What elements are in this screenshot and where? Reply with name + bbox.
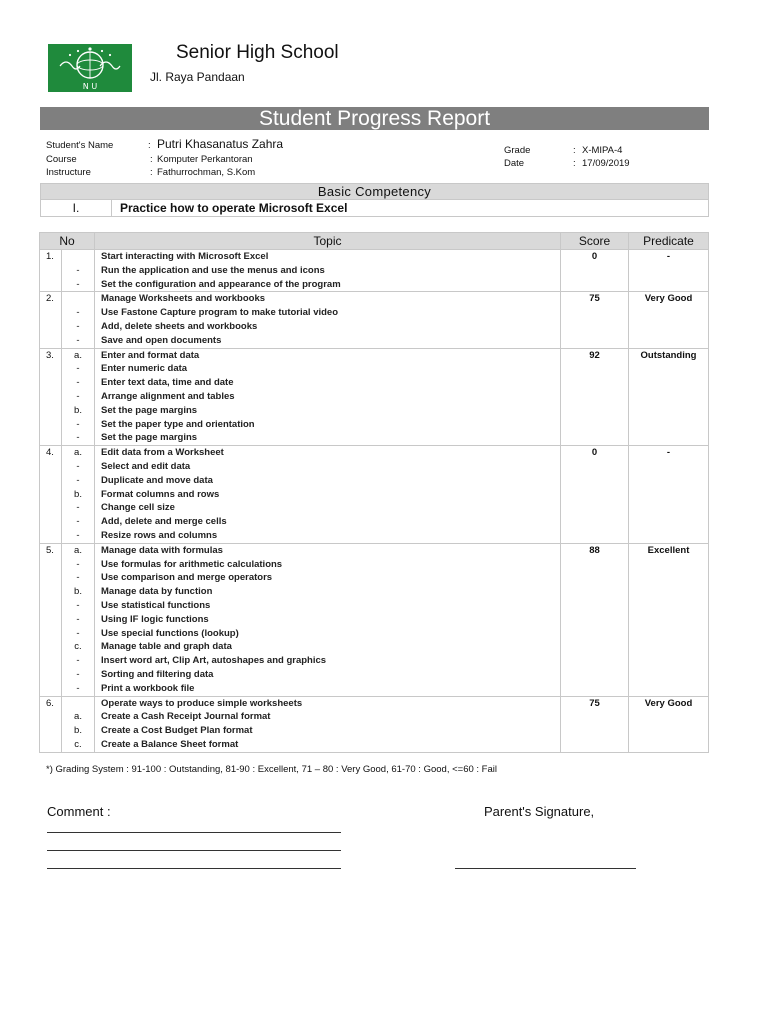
sub-marker: b. [74,725,82,737]
sub-marker-cell [62,696,95,752]
competency-text: Practice how to operate Microsoft Excel [120,201,348,215]
topic-text: Set the page margins [101,432,198,444]
topic-text: Use statistical functions [101,599,211,611]
course-value: Komputer Perkantoran [157,154,253,165]
grading-footnote: *) Grading System : 91-100 : Outstanding, 81-90 : Excellent, 71 – 80 : Very Good, 61-70 : Good, <=60 : Fail [46,764,497,775]
sub-marker: - [76,627,80,639]
topic-text: Manage Worksheets and workbooks [101,293,266,305]
topic-text: Create a Balance Sheet format [101,738,239,750]
date-value: 17/09/2019 [582,158,630,169]
topic-group [40,292,709,348]
separator: : [573,158,576,169]
sub-marker: b. [74,488,82,500]
topic-text: Edit data from a Worksheet [101,447,224,459]
school-logo [48,44,132,92]
topic-cell [95,696,561,752]
topic-cell [95,348,561,446]
sub-marker: - [76,432,80,444]
sub-marker: - [76,516,80,528]
sub-marker: - [76,264,80,276]
signature-line [455,868,636,869]
sub-marker-cell [62,446,95,544]
topic-text: Use formulas for arithmetic calculations [101,558,283,570]
group-number-cell [40,543,62,696]
score-cell [561,543,629,696]
sub-marker: - [76,613,80,625]
score-cell [561,250,629,292]
topic-group [40,446,709,544]
sub-marker: - [76,363,80,375]
competency-number: I. [41,200,112,216]
sub-marker [62,292,94,306]
predicate-cell [629,250,709,292]
topic-cell [95,543,561,696]
separator: : [150,167,153,178]
predicate-cell [629,446,709,544]
group-number: 3. [46,349,54,361]
topic-text: Insert word art, Clip Art, autoshapes and graphics [101,655,327,667]
group-number: 5. [46,544,54,556]
predicate-cell [629,348,709,446]
topic-text: Format columns and rows [101,488,220,500]
comment-label: Comment : [47,804,111,819]
topic-text: Create a Cash Receipt Journal format [101,711,271,723]
crest-icon [48,44,132,92]
predicate-value: Outstanding [640,349,697,361]
topic-text: Enter text data, time and date [101,377,234,389]
separator: : [148,140,151,151]
group-number-cell [40,348,62,446]
separator: : [150,154,153,165]
topic-text: Set the paper type and orientation [101,418,255,430]
table-row [40,696,709,752]
student-name-value: Putri Khasanatus Zahra [157,137,284,151]
header-predicate: Predicate [629,233,709,250]
score-cell [561,348,629,446]
sub-marker-cell [62,250,95,292]
student-info-left [46,137,486,183]
topic-text: Select and edit data [101,460,191,472]
sub-marker [62,697,94,711]
course-label: Course [46,154,77,165]
sub-marker-cell [62,292,95,348]
group-number-cell [40,696,62,752]
topic-text: Print a workbook file [101,682,195,694]
topic-text: Arrange alignment and tables [101,390,235,402]
predicate-value: - [666,251,671,262]
sub-marker: b. [74,404,82,416]
topic-cell [95,292,561,348]
group-number: 4. [46,447,54,459]
predicate-cell [629,543,709,696]
score-value: 0 [591,447,598,459]
header-no: No [40,233,95,250]
score-cell [561,292,629,348]
topic-text: Duplicate and move data [101,474,213,486]
sub-marker: c. [74,738,82,750]
header-score: Score [561,233,629,250]
topic-text: Add, delete sheets and workbooks [101,320,258,332]
topic-group [40,250,709,292]
topic-group [40,348,709,446]
topic-group [40,696,709,752]
topic-text: Set the configuration and appearance of the program [101,278,341,290]
topic-text: Run the application and use the menus and icons [101,264,325,276]
date-label: Date [504,158,525,169]
predicate-value: Very Good [644,293,693,305]
school-address: Jl. Raya Pandaan [150,70,245,84]
topic-text: Manage data by function [101,586,213,598]
score-value: 75 [589,293,600,305]
comment-line [47,868,341,869]
group-number: 1. [46,251,54,262]
sub-marker: a. [74,349,82,361]
sub-marker: - [76,418,80,430]
topic-text: Sorting and filtering data [101,668,214,680]
sub-marker: - [76,460,80,472]
instructure-value: Fathurrochman, S.Kom [157,167,256,178]
comment-line [47,850,341,851]
group-number: 6. [46,697,54,709]
topic-text: Add, delete and merge cells [101,516,227,528]
comment-line [47,832,341,833]
sub-marker: - [76,474,80,486]
topic-text: Create a Cost Budget Plan format [101,725,253,737]
predicate-cell [629,292,709,348]
sub-marker: - [76,377,80,389]
student-info-right [504,145,704,175]
group-number-cell [40,446,62,544]
sub-marker: - [76,502,80,514]
sub-marker: - [76,278,80,290]
sub-marker: - [76,529,80,541]
topic-text: Resize rows and columns [101,529,218,541]
sub-marker: - [76,558,80,570]
table-row [40,543,709,696]
group-number: 2. [46,293,54,305]
student-name-label: Student's Name [46,140,114,151]
group-number-cell [40,250,62,292]
score-value: 92 [589,349,600,361]
table-row [40,446,709,544]
score-value: 88 [589,544,600,556]
signature-label: Parent's Signature, [484,804,595,819]
topic-text: Enter and format data [101,349,200,361]
sub-marker-cell [62,543,95,696]
sub-marker: b. [74,586,82,598]
table-row [40,250,709,292]
topic-text: Change cell size [101,502,175,514]
topic-text: Save and open documents [101,334,222,346]
sub-marker: - [76,668,80,680]
grade-label: Grade [504,145,531,156]
predicate-value: Excellent [647,544,690,556]
competency-row [40,199,709,217]
topic-text: Operate ways to produce simple worksheets [101,697,303,709]
sub-marker-cell [62,348,95,446]
grade-value: X-MIPA-4 [582,145,623,156]
sub-marker: - [76,599,80,611]
sub-marker: a. [74,447,82,459]
topic-text: Manage data with formulas [101,544,223,556]
topic-cell [95,250,561,292]
sub-marker: - [76,320,80,332]
sub-marker: - [76,307,80,319]
instructure-label: Instructure [46,167,91,178]
table-header-row [40,233,709,250]
topic-table [39,232,709,753]
report-title: Student Progress Report [40,107,709,130]
topic-text: Using IF logic functions [101,613,209,625]
sub-marker: - [76,390,80,402]
logo-letters: N U [82,82,98,91]
topic-text: Set the page margins [101,404,198,416]
topic-cell [95,446,561,544]
topic-text: Use comparison and merge operators [101,572,273,584]
sub-marker: a. [74,711,82,723]
school-name: Senior High School [176,42,339,63]
separator: : [573,145,576,156]
sub-marker: - [76,682,80,694]
score-cell [561,696,629,752]
competency-header: Basic Competency [40,183,709,200]
score-cell [561,446,629,544]
group-number-cell [40,292,62,348]
sub-marker: a. [74,544,82,556]
sub-marker: - [76,572,80,584]
sub-marker: c. [74,641,82,653]
sub-marker: - [76,655,80,667]
predicate-cell [629,696,709,752]
topic-text: Start interacting with Microsoft Excel [101,251,269,262]
sub-marker: - [76,334,80,346]
topic-text: Enter numeric data [101,363,188,375]
sub-marker [62,250,94,264]
predicate-value: Very Good [644,697,693,709]
score-value: 0 [591,251,598,262]
topic-text: Use Fastone Capture program to make tutorial video [101,307,339,319]
topic-text: Use special functions (lookup) [101,627,239,639]
header-topic: Topic [95,233,561,250]
topic-group [40,543,709,696]
score-value: 75 [589,697,600,709]
table-row [40,292,709,348]
predicate-value: - [666,447,671,459]
topic-text: Manage table and graph data [101,641,232,653]
table-row [40,348,709,446]
